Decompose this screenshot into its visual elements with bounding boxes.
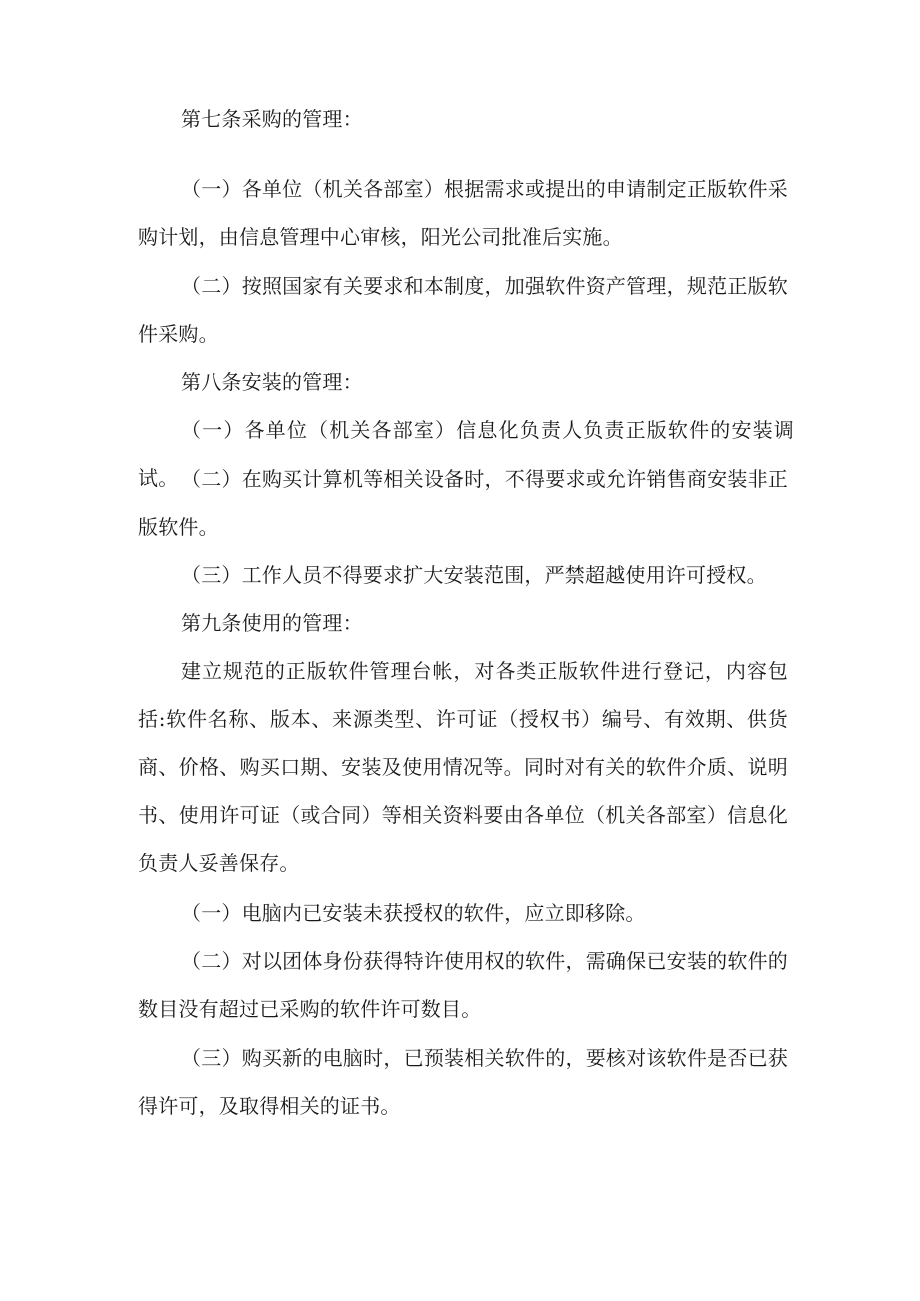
article-9-item-2: （二）对以团体身份获得特许使用权的软件，需确保已安装的软件的数目没有超过已采购的软件许可数目。 xyxy=(138,949,788,1021)
article-8-item-1: （一）各单位（机关各部室）信息化负责人负责正版软件的安装调试。 xyxy=(138,418,794,490)
article-9-body: 建立规范的正版软件管理台帐，对各类正版软件进行登记，内容包括:软件名称、版本、来源类型、许可证（授权书）编号、有效期、供货商、价格、购买口期、安装及使用情况等。同时对有关的软件介质、说明书、使用许可证（或合同）等相关资料要由各单位（机关各部室）信息化负责人妥善保存。 xyxy=(138,659,788,875)
article-7-item-1: （一）各单位（机关各部室）根据需求或提出的申请制定正版软件采购计划，由信息管理中心审核，阳光公司批准后实施。 xyxy=(138,177,788,249)
article-8-item-2: （二）在购买计算机等相关设备时，不得要求或允许销售商安装非正版软件。 xyxy=(138,467,788,539)
article-8-heading: 第八条安装的管理： xyxy=(181,370,363,394)
article-7-heading: 第七条采购的管理： xyxy=(181,107,363,131)
article-9-item-1: （一）电脑内已安装未获授权的软件，应立即移除。 xyxy=(181,901,646,925)
article-8-item-3: （三）工作人员不得要求扩大安装范围，严禁超越使用许可授权。 xyxy=(181,563,767,587)
article-9-item-3: （三）购买新的电脑时，已预装相关软件的，要核对该软件是否已获得许可，及取得相关的证书。 xyxy=(138,1046,788,1118)
article-7-item-2: （二）按照国家有关要求和本制度，加强软件资产管理，规范正版软件采购。 xyxy=(138,274,788,346)
article-9-heading: 第九条使用的管理： xyxy=(181,611,363,635)
